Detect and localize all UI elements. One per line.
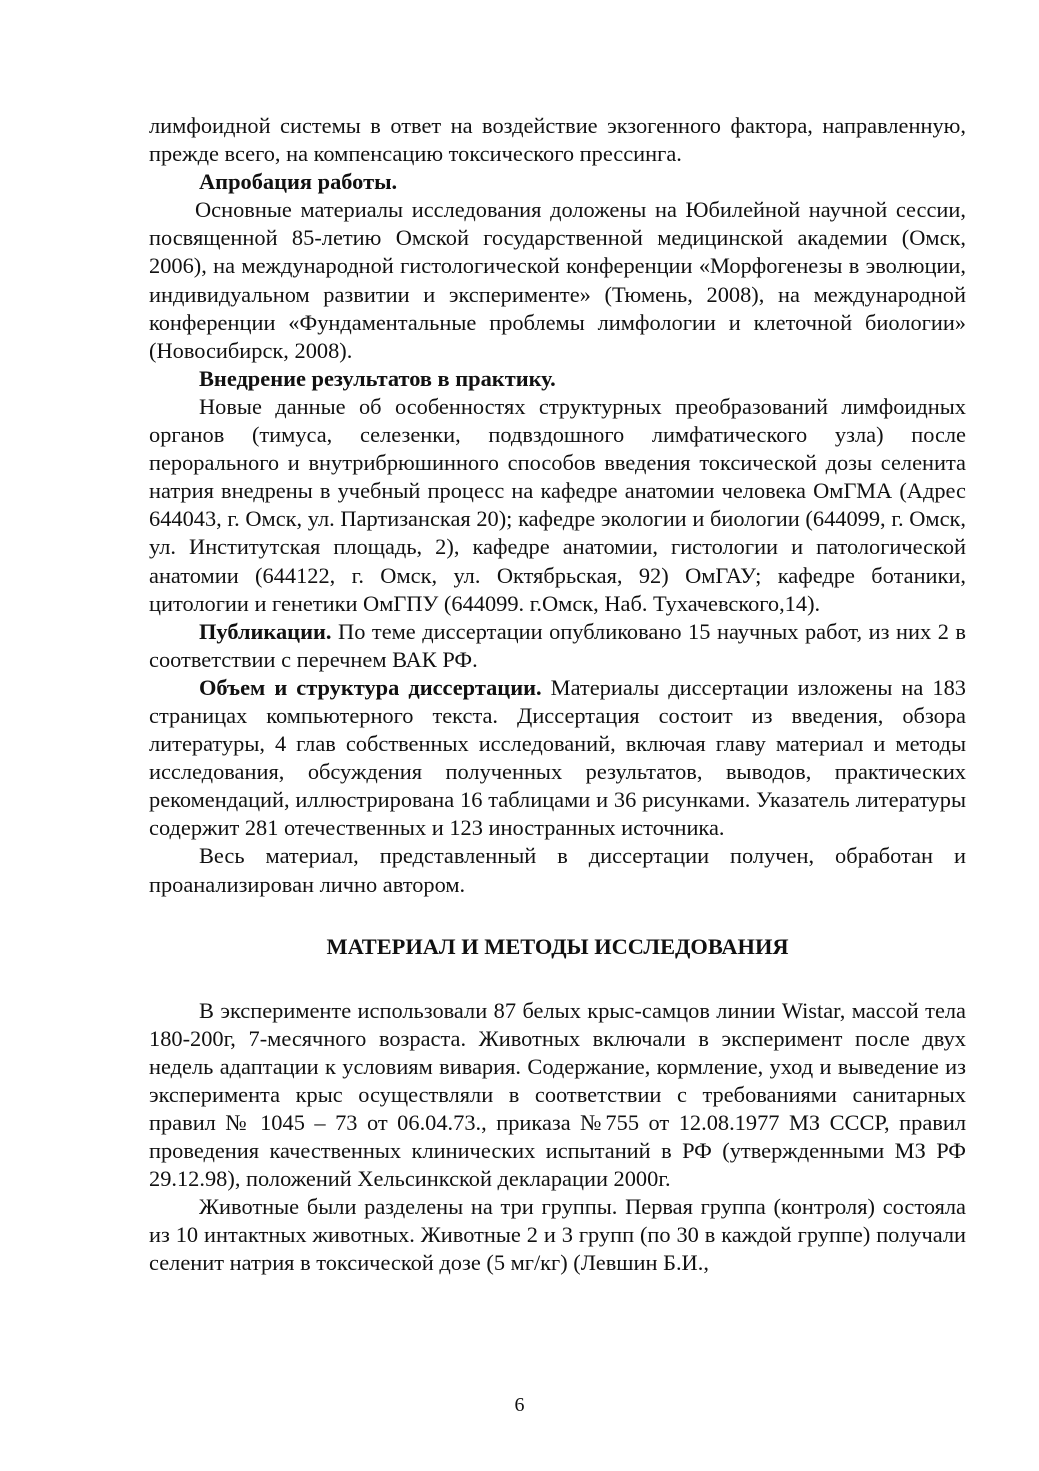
intro-paragraph: лимфоидной системы в ответ на воздействие экзогенного фактора, направленную, прежде всего, на компенсацию токсического прессинга. (149, 113, 966, 167)
publications-text: По теме диссертации опубликовано 15 научных работ, из них 2 в соответствии с перечнем ВАК РФ. (149, 618, 966, 672)
document-page (149, 112, 966, 1278)
publications-paragraph (149, 618, 966, 674)
methods-paragraph-1: В эксперименте использовали 87 белых крыс-самцов линии Wistar, массой тела 180-200г, 7-месячного возраста. Животных включали в эксперимент после двух недель адаптации к условиям вивария. Содержание, кормление, уход и выведение из эксперимента крыс осуществляли в соответствии с требованиями санитарных правил № 1045 – 73 от 06.04.73., приказа №755 от 12.08.1977 МЗ СССР, правил проведения качественных клинических испытаний в РФ (утвержденными МЗ РФ 29.12.98), положений Хельсинкской декларации 2000г. (149, 997, 966, 1192)
approbation-paragraph: Основные материалы исследования доложены на Юбилейной научной сессии, посвященной 85-летию Омской государственной медицинской академии (Омск, 2006), на международной гистологической конференции «Морфогенезы в эволюции, индивидуальном развитии и эксперименте» (Тюмень, 2008), на международной конференции «Фундаментальные проблемы лимфологии и клеточной биологии» (Новосибирск, 2008). (149, 197, 966, 363)
structure-text: Материалы диссертации изложены на 183 страницах компьютерного текста. Диссертация состоит из введения, обзора литературы, 4 глав собственных исследований, включая главу материал и методы исследования, обсуждения полученных результатов, выводов, практических рекомендаций, иллюстрирована 16 таблицами и 36 рисунками. Указатель литературы содержит 281 отечественных и 123 иностранных источника. (149, 674, 966, 841)
implementation-heading: Внедрение результатов в практику. (199, 365, 556, 391)
approbation-heading: Апробация работы. (199, 169, 398, 195)
structure-paragraph (149, 674, 966, 843)
personal-contribution-paragraph: Весь материал, представленный в диссертации получен, обработан и проанализирован лично автором. (149, 843, 966, 897)
page-number: 6 (514, 1394, 525, 1416)
methods-paragraph-2: Животные были разделены на три группы. Первая группа (контроля) состояла из 10 интактных животных. Животные 2 и 3 групп (по 30 в каждой группе) получали селенит натрия в токсической дозе (5 мг/кг) (Левшин Б.И., (149, 1194, 966, 1276)
publications-label: Публикации. (199, 618, 332, 644)
implementation-paragraph: Новые данные об особенностях структурных преобразований лимфоидных органов (тимуса, селезенки, подвздошного лимфатического узла) после перорального и внутрибрюшинного способов введения токсической дозы селенита натрия внедрены в учебный процесс на кафедре анатомии человека ОмГМА (Адрес 644043, г. Омск, ул. Партизанская 20); кафедре экологии и биологии (644099, г. Омск, ул. Институтская площадь, 2), кафедре анатомии, гистологии и патологической анатомии (644122, г. Омск, ул. Октябрьская, 92) ОмГАУ; кафедре ботаники, цитологии и генетики ОмГПУ (644099. г.Омск, Наб. Тухачевского,14). (149, 393, 966, 616)
structure-label: Объем и структура диссертации. (199, 674, 542, 700)
section-title: МАТЕРИАЛ И МЕТОДЫ ИССЛЕДОВАНИЯ (326, 933, 789, 959)
